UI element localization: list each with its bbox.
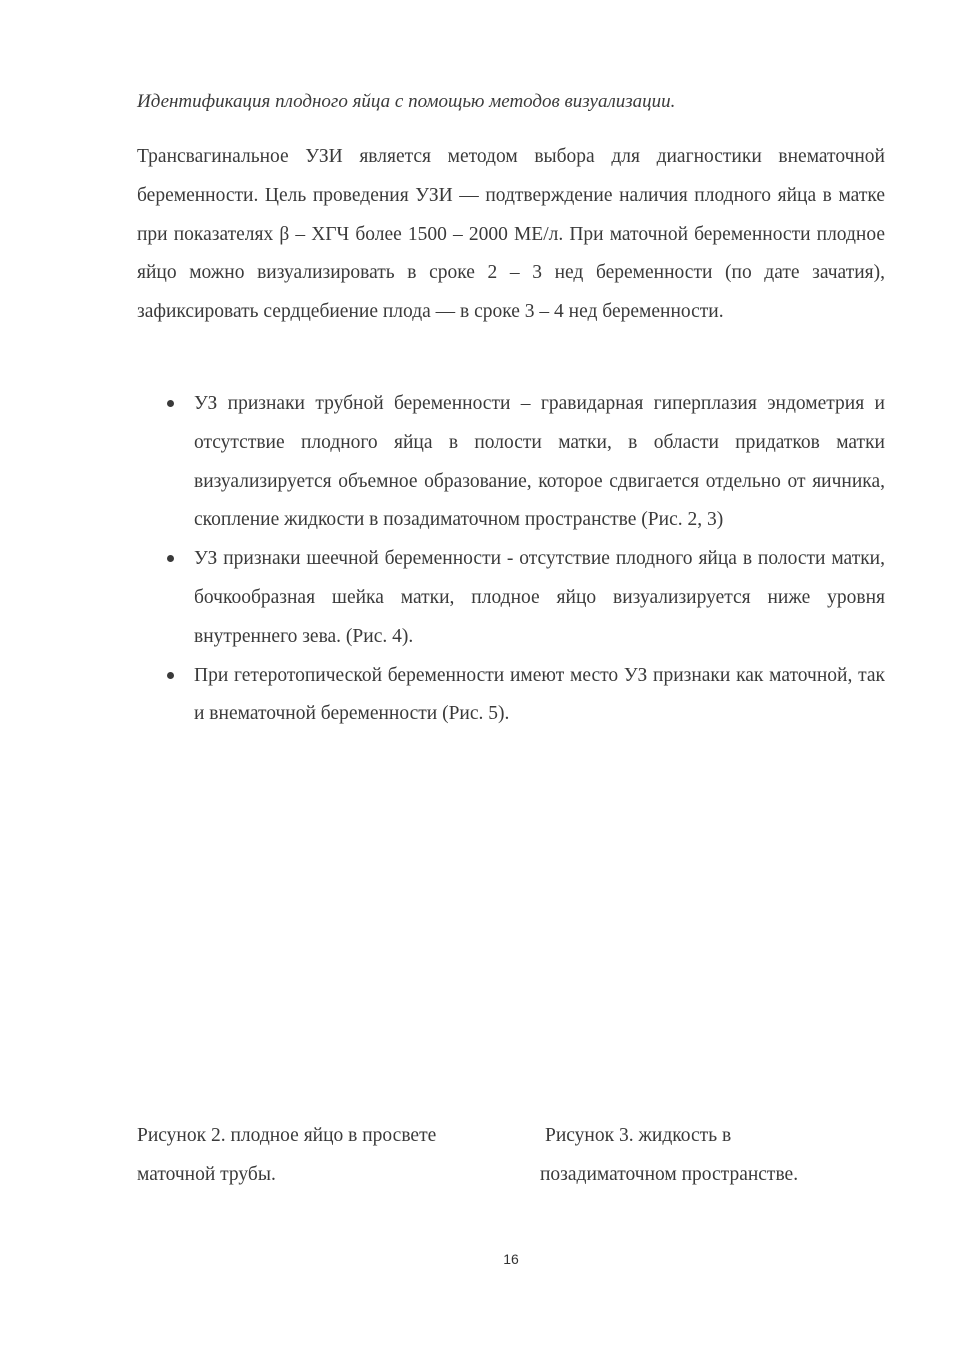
figure-3-caption-line2: позадиматочном пространстве.: [540, 1163, 799, 1185]
figure-2-caption-line1: Рисунок 2. плодное яйцо в просвете: [137, 1125, 437, 1146]
bullet-icon: [167, 555, 174, 562]
bullet-icon: [167, 400, 174, 407]
body-paragraph: Трансвагинальное УЗИ является методом выбора для диагностики внематочной беременности. Цель проведения УЗИ — подтверждение наличия плодного яйца в матке при показателях β – ХГЧ более 1500 – 2000 МЕ/л. При маточной беременности плодное яйцо можно визуализировать в сроке 2 – 3 нед беременности (по дате зачатия), зафиксировать сердцебиение плода — в сроке 3 – 4 нед беременности.: [137, 146, 885, 323]
page-number: 16: [503, 1251, 519, 1267]
list-item: [137, 657, 885, 735]
list-item-text: УЗ признаки трубной беременности – гравидарная гиперплазия эндометрия и отсутствие плодного яйца в полости матки, в области придатков матки визуализируется объемное образование, которое сдвигается отдельно от яичника, скопление жидкости в позадиматочном пространстве (Рис. 2, 3): [194, 393, 885, 531]
bullet-list: [137, 385, 885, 734]
list-item-text: УЗ признаки шеечной беременности - отсутствие плодного яйца в полости матки, бочкообразная шейка матки, плодное яйцо визуализируется ниже уровня внутреннего зева. (Рис. 4).: [194, 548, 885, 647]
list-item: [137, 540, 885, 656]
figure-3-caption: [540, 1117, 860, 1195]
list-item: [137, 385, 885, 540]
section-heading: Идентификация плодного яйца с помощью методов визуализации.: [137, 91, 676, 112]
figure-3-caption-line1: Рисунок 3. жидкость в: [545, 1125, 732, 1146]
list-item-text: При гетеротопической беременности имеют место УЗ признаки как маточной, так и внематочной беременности (Рис. 5).: [194, 664, 885, 725]
figure-2-caption: [137, 1117, 507, 1195]
bullet-icon: [167, 672, 174, 679]
figure-2-caption-line2: маточной трубы.: [137, 1163, 276, 1185]
